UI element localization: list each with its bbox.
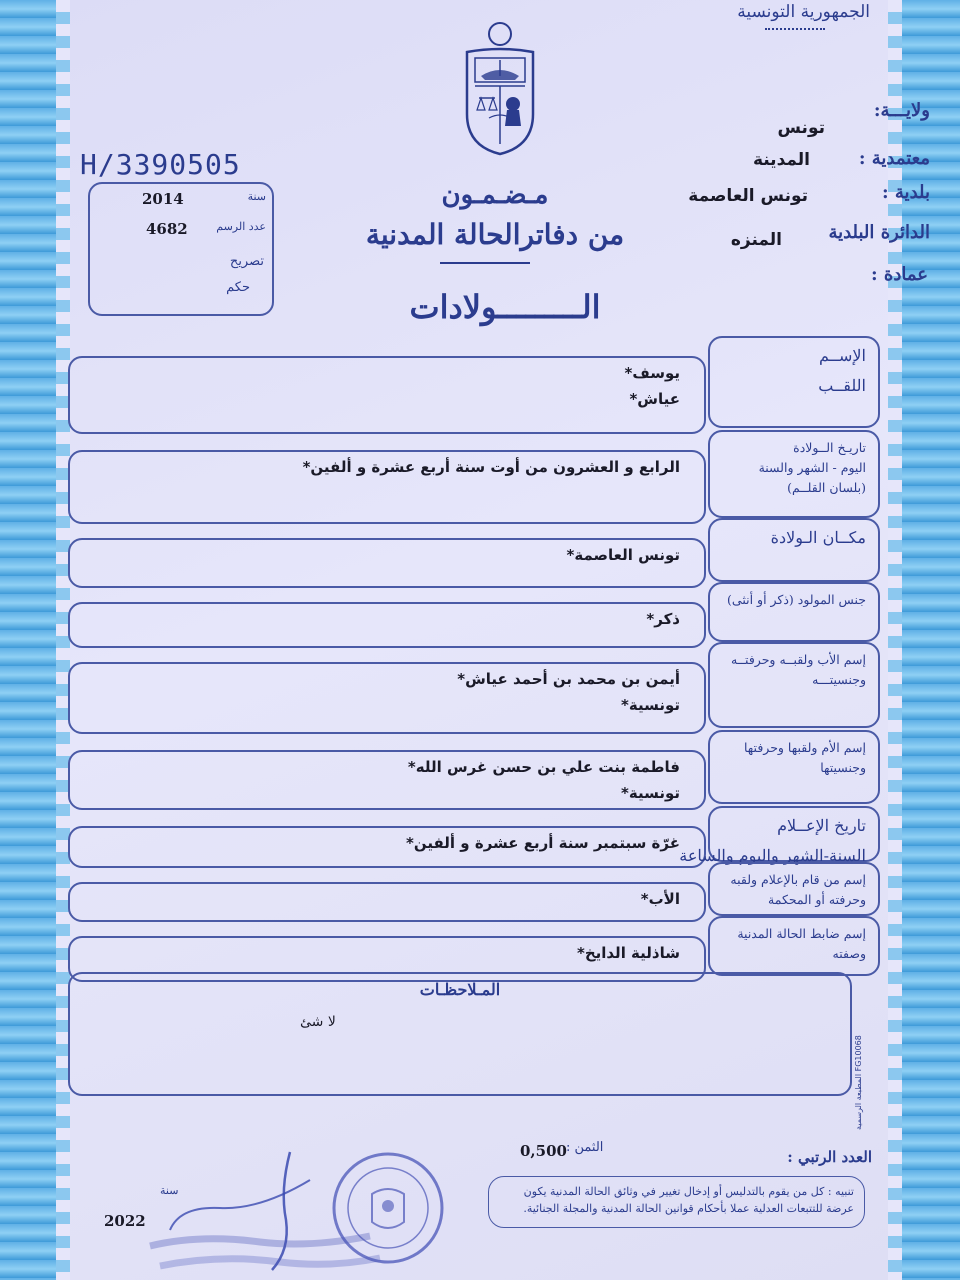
wilaya-label: ولايـــة: [873, 100, 930, 121]
field-value-box [68, 450, 706, 524]
daira-value: المنزه [730, 230, 782, 250]
field-value: تونسية* [621, 696, 680, 714]
printer-mark-text: المطبعة الرسمية FG10068 [854, 1035, 863, 1130]
field-value-box [68, 356, 706, 434]
field-label: إسم ضابط الحالة المدنية [737, 926, 866, 941]
field-label: وجنسيتـــه [812, 672, 866, 687]
field-value: يوسف* [624, 364, 680, 382]
remarks-box [68, 972, 852, 1096]
field-label: وجنسيتها [820, 760, 866, 775]
registry-judgement-label: حكم [226, 280, 250, 295]
field-label-box [708, 862, 880, 916]
field-value: الرابع و العشرون من أوت سنة أربع عشرة و ألفين* [302, 458, 680, 476]
field-label-box [708, 582, 880, 642]
field-label-box [708, 336, 880, 428]
field-label: مكــان الـولادة [770, 528, 866, 547]
field-value-box [68, 882, 706, 922]
warning-text: تنبيه : كل من يقوم بالتدليس أو إدخال تغيير في وثائق الحالة المدنية يكون عرضة للتتبعات العدلية عملا بأحكام قوانين الحالة المدنية والمجلة الجنائية. [523, 1185, 854, 1215]
wilaya-value: تونس [777, 118, 825, 138]
field-label: اليوم - الشهر والسنة [758, 460, 866, 475]
field-label-box [679, 806, 880, 865]
serial-number: H/3390505 [80, 148, 241, 181]
field-value: فاطمة بنت علي بن حسن غرس الله* [407, 758, 680, 776]
field-label: السنة-الشهر واليوم والساعة [679, 846, 866, 865]
remarks-value: لا شئ [300, 1014, 336, 1030]
field-label: جنس المولود (ذكر أو أنثى) [727, 592, 866, 607]
field-value-box [68, 750, 706, 810]
field-label: وصفته [832, 946, 866, 961]
field-value-box [68, 826, 706, 868]
field-label-box [708, 916, 880, 976]
left-border-edge [56, 0, 70, 1280]
field-value: تونسية* [621, 784, 680, 802]
republic-underline [765, 28, 825, 30]
footer-year-label: سنة [160, 1184, 179, 1197]
footer-year-value: 2022 [104, 1212, 146, 1230]
warning-box [488, 1176, 865, 1228]
registry-box [88, 182, 274, 316]
field-label: إسم الأب ولقبــه وحرفتــه [731, 652, 866, 667]
field-label-box [708, 642, 880, 728]
omada-label: عمادة : [871, 264, 928, 285]
registry-declaration-label: تصريح [229, 254, 264, 269]
price-value: 0,500 [520, 1142, 567, 1160]
serial-order-label: العدد الرتبي : [787, 1148, 872, 1166]
title-underline [440, 262, 530, 264]
daira-label: الدائرة البلدية [828, 222, 930, 243]
field-value: تونس العاصمة* [566, 546, 680, 564]
coat-of-arms-icon [455, 18, 545, 158]
field-value: الأب* [640, 890, 680, 908]
title-civil-registry: من دفاترالحالة المدنية [365, 218, 625, 251]
field-label: الإســم [819, 346, 866, 365]
republic-title: الجمهورية التونسية [737, 2, 870, 22]
field-label-box [708, 430, 880, 518]
registry-year-label: سنة [247, 190, 266, 203]
field-value: أيمن بن محمد بن أحمد عياش* [457, 670, 680, 688]
field-value-box [68, 662, 706, 734]
printer-mark [850, 1035, 874, 1130]
field-label: تاريـخ الــولادة [793, 440, 866, 455]
price-label: الثمن : [566, 1140, 604, 1155]
left-decorative-border [0, 0, 56, 1280]
mootamadia-value: المدينة [752, 150, 810, 170]
field-label-box [708, 730, 880, 804]
field-value-box [68, 538, 706, 588]
registry-number-label: عدد الرسم [216, 220, 266, 233]
field-label-box [708, 518, 880, 582]
field-value: ذكر* [646, 610, 680, 628]
field-label: إسم الأم ولقبها وحرفتها [743, 740, 866, 755]
registry-year-value: 2014 [142, 190, 184, 208]
signature-and-stamp [140, 1150, 390, 1280]
registry-number-value: 4682 [146, 220, 188, 238]
field-label: وحرفته أو المحكمة [768, 892, 866, 907]
field-label: تاريخ الإعــلام [777, 816, 866, 835]
field-label: (بلسان القلــم) [787, 480, 866, 495]
field-value: عياش* [629, 390, 680, 408]
field-value: غرّة سبتمبر سنة أربع عشرة و ألفين* [406, 834, 680, 852]
field-value: شاذلية الدايخ* [576, 944, 680, 962]
baladia-label: بلدية : [882, 182, 930, 203]
field-label: إسم من قام بالإعلام ولقبه [730, 872, 866, 887]
remarks-label: المـلاحظـات [419, 980, 501, 999]
title-madmoun: مـضـمـون [441, 180, 549, 210]
field-label: اللقــب [818, 376, 866, 395]
field-value-box [68, 602, 706, 648]
baladia-value: تونس العاصمة [688, 186, 808, 206]
section-births-title: الـــــــــولادات [409, 288, 601, 326]
mootamadia-label: معتمدية : [858, 148, 930, 169]
